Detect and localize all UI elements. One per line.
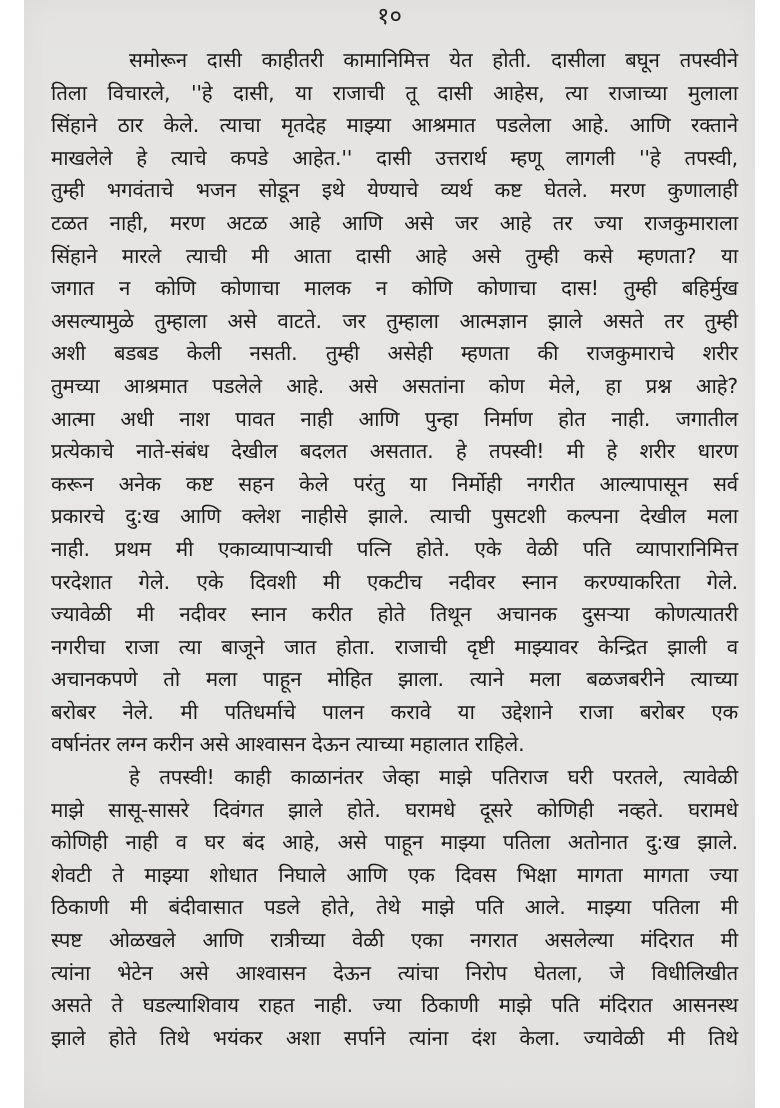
text-line: करून अनेक कष्ट सहन केले परंतु या निर्मोही नगरीत आल्यापासून सर्व [51,471,738,496]
body-text [51,44,738,1054]
paragraph [51,761,738,1054]
text-line: असल्यामुळे तुम्हाला असे वाटते. जर तुम्हाला आत्मज्ञान झाले असते तर तुम्ही [51,308,738,333]
text-line: समोरून दासी काहीतरी कामानिमित्त येत होती. दासीला बघून तपस्वीने [129,48,738,72]
text-line: कोणिही नाही व घर बंद आहे, असे पाहून माझ्या पतिला अतोनात दु:ख झाले. [51,830,738,855]
text-line: तुमच्या आश्रमात पडलेले आहे. असे असतांना कोण मेले, हा प्रश्न आहे? [51,373,738,398]
text-line: वर्षानंतर लग्न करीन असे आश्वासन देऊन त्याच्या महालात राहिले. [51,732,525,757]
text-line: स्पष्ट ओळखले आणि रात्रीच्या वेळी एका नगरात असलेल्या मंदिरात मी [51,928,738,953]
text-line: अचानकपणे तो मला पाहून मोहित झाला. त्याने मला बळजबरीने त्याच्या [51,667,738,692]
text-line: माझे सासू-सासरे दिवंगत झाले होते. घरामधे दूसरे कोणिही नव्हते. घरामधे [51,797,738,822]
text-line: नाही. प्रथम मी एकाव्यापाऱ्याची पत्नि होते. एके वेळी पति व्यापारानिमित्त [51,536,738,561]
text-line: सिंहाने ठार केले. त्याचा मृतदेह माझ्या आश्रमात पडलेला आहे. आणि रक्ताने [51,113,738,138]
text-line: झाले होते तिथे भयंकर अशा सर्पाने त्यांना दंश केला. ज्यावेळी मी तिथे [51,1025,738,1050]
text-line: ज्यावेळी मी नदीवर स्नान करीत होते तिथून अचानक दुसऱ्या कोणत्यातरी [51,602,738,627]
text-line: माखलेले हे त्याचे कपडे आहेत.'' दासी उत्तरार्थ म्हणू लागली ''हे तपस्वी, [51,145,738,170]
text-line: शेवटी ते माझ्या शोधात निघाले आणि एक दिवस भिक्षा मागता मागता ज्या [51,862,738,887]
page-number: १० [377,2,402,30]
book-page [24,0,755,1108]
text-line: तुम्ही भगवंताचे भजन सोडून इथे येण्याचे व्यर्थ कष्ट घेतले. मरण कुणालाही [51,178,738,203]
text-line: हे तपस्वी! काही काळानंतर जेव्हा माझे पतिराज घरी परतले, त्यावेळी [129,765,738,790]
text-line: तिला विचारले, ''हे दासी, या राजाची तू दासी आहेस, त्या राजाच्या मुलाला [51,80,738,105]
text-line: परदेशात गेले. एके दिवशी मी एकटीच नदीवर स्नान करण्याकरिता गेले. [51,569,738,594]
text-line: प्रकारचे दु:ख आणि क्लेश नाहीसे झाले. त्याची पुसटशी कल्पना देखील मला [51,504,738,529]
text-line: प्रत्येकाचे नाते-संबंध देखील बदलत असतात. हे तपस्वी! मी हे शरीर धारण [51,439,738,464]
text-line: बरोबर नेले. मी पतिधर्माचे पालन करावे या उद्देशाने राजा बरोबर एक [51,699,738,724]
text-line: टळत नाही, मरण अटळ आहे आणि असे जर आहे तर ज्या राजकुमाराला [51,210,738,235]
text-line: ठिकाणी मी बंदीवासात पडले होते, तेथे माझे पति आले. माझ्या पतिला मी [51,895,738,920]
text-line: नगरीचा राजा त्या बाजूने जात होता. राजाची दृष्टी माझ्यावर केन्द्रित झाली व [51,634,738,659]
text-line: असते ते घडल्याशिवाय राहत नाही. ज्या ठिकाणी माझे पति मंदिरात आसनस्थ [51,993,738,1018]
text-line: अशी बडबड केली नसती. तुम्ही असेही म्हणता की राजकुमाराचे शरीर [51,341,738,366]
text-line: त्यांना भेटेन असे आश्वासन देऊन त्यांचा निरोप घेतला, जे विधीलिखीत [51,960,738,985]
text-line: आत्मा अधी नाश पावत नाही आणि पुन्हा निर्माण होत नाही. जगातील [51,406,738,431]
text-line: जगात न कोणि कोणाचा मालक न कोणि कोणाचा दास! तुम्ही बहिर्मुख [51,276,738,301]
paragraph [51,44,738,761]
text-line: सिंहाने मारले त्याची मी आता दासी आहे असे तुम्ही कसे म्हणता? या [51,243,738,268]
